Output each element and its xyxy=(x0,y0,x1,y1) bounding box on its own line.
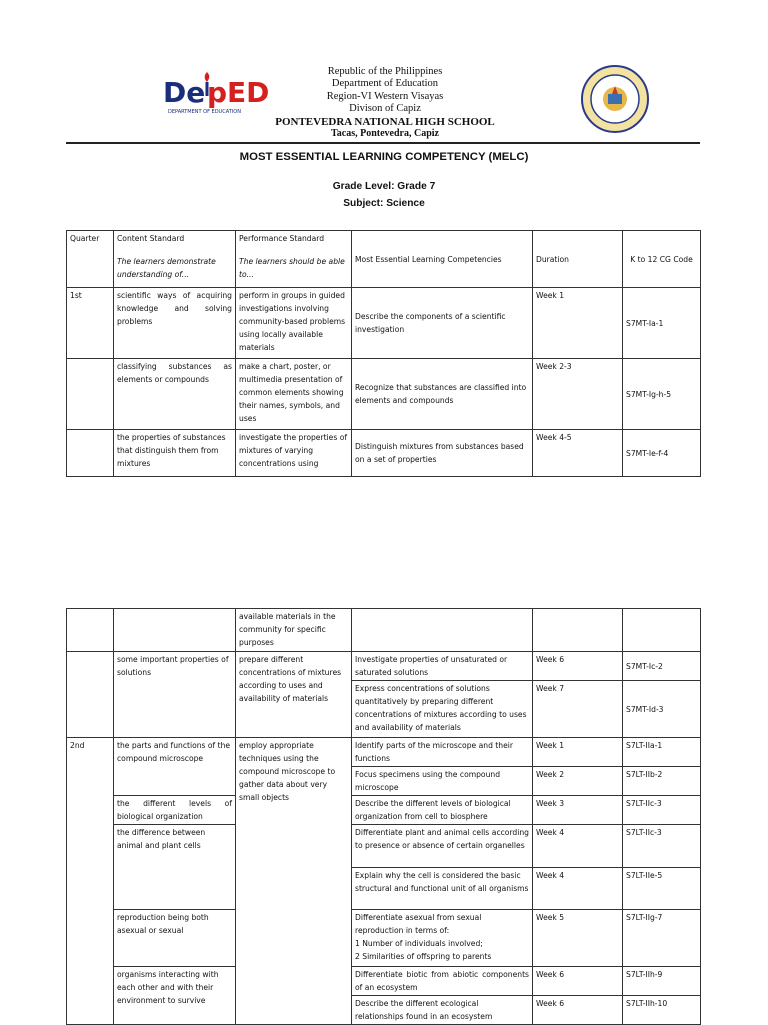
school-name: PONTEVEDRA NATIONAL HIGH SCHOOL xyxy=(275,115,495,128)
svg-text:DEPARTMENT OF EDUCATION: DEPARTMENT OF EDUCATION xyxy=(168,109,241,115)
code-cell: S7LT-IIe-5 xyxy=(623,868,701,910)
content-cell: classifying substances as elements or compounds xyxy=(114,359,236,430)
competency-line: 2 Similarities of offspring to parents xyxy=(355,952,492,961)
competency-cell: Differentiate plant and animal cells according to presence or absence of certain organelles xyxy=(352,825,533,868)
competency-cell: Identify parts of the microscope and their functions xyxy=(352,738,533,767)
code-cell: S7MT-Ic-2 xyxy=(623,652,701,681)
region-line: Region-VI Western Visayas xyxy=(326,90,444,102)
table-row xyxy=(67,359,701,430)
code-cell: S7LT-IIc-3 xyxy=(623,825,701,868)
code-cell: S7MT-Ig-h-5 xyxy=(623,359,701,430)
competency-line: 1 Number of individuals involved; xyxy=(355,939,483,948)
performance-cell: perform in groups in guided investigations involving community-based problems using locally available materials xyxy=(236,288,352,359)
performance-cell: make a chart, poster, or multimedia presentation of common elements showing their names, symbols, and uses xyxy=(236,359,352,430)
grade-level: Grade Level: Grade 7 xyxy=(332,181,436,192)
quarter-cell xyxy=(67,359,114,430)
header-performance-standard xyxy=(236,231,352,288)
table-row xyxy=(67,652,701,681)
duration-cell: Week 3 xyxy=(533,796,623,825)
duration-cell: Week 4 xyxy=(533,825,623,868)
quarter-cell xyxy=(67,609,114,652)
header-quarter: Quarter xyxy=(67,231,114,288)
letterhead xyxy=(230,66,540,140)
table-row xyxy=(67,288,701,359)
duration-cell: Week 4-5 xyxy=(533,430,623,477)
code-cell: S7MT-Ia-1 xyxy=(623,288,701,359)
code-cell xyxy=(623,609,701,652)
competency-line: Differentiate asexual from sexual reproduction in terms of: xyxy=(355,913,482,935)
header-code: K to 12 CG Code xyxy=(623,231,701,288)
competency-cell: Explain why the cell is considered the basic structural and functional unit of all organisms xyxy=(352,868,533,910)
performance-cell: employ appropriate techniques using the compound microscope to gather data about very small objects xyxy=(236,738,352,1025)
competency-cell: Describe the different ecological relationships found in an ecosystem xyxy=(352,996,533,1025)
header-content-standard-label: Content Standard xyxy=(117,234,185,243)
table-row xyxy=(67,738,701,767)
duration-cell: Week 7 xyxy=(533,681,623,738)
duration-cell: Week 6 xyxy=(533,967,623,996)
competency-cell: Express concentrations of solutions quantitatively by preparing different concentrations of mixtures according to uses and availability of materials xyxy=(352,681,533,738)
duration-cell: Week 2 xyxy=(533,767,623,796)
code-cell: S7MT-Id-3 xyxy=(623,681,701,738)
code-cell: S7LT-IIa-1 xyxy=(623,738,701,767)
subject: Subject: Science xyxy=(343,198,425,209)
table-row xyxy=(67,910,701,967)
competency-cell: Differentiate biotic from abiotic components of an ecosystem xyxy=(352,967,533,996)
code-cell: S7LT-IIh-10 xyxy=(623,996,701,1025)
table-row xyxy=(67,825,701,868)
content-cell xyxy=(114,609,236,652)
competency-cell: Describe the different levels of biological organization from cell to biosphere xyxy=(352,796,533,825)
header-performance-standard-note: The learners should be able to... xyxy=(239,257,345,279)
table-row xyxy=(67,796,701,825)
content-cell: the properties of substances that distinguish them from mixtures xyxy=(114,430,236,477)
quarter-cell xyxy=(67,652,114,738)
melc-table-page-1 xyxy=(66,230,701,477)
performance-cell: prepare different concentrations of mixtures according to uses and availability of materials xyxy=(236,652,352,738)
competency-cell xyxy=(352,910,533,967)
code-cell: S7LT-IIg-7 xyxy=(623,910,701,967)
republic-line: Republic of the Philippines xyxy=(327,66,443,77)
table-row xyxy=(67,967,701,996)
content-cell: the different levels of biological organization xyxy=(114,796,236,825)
quarter-cell: 1st xyxy=(67,288,114,359)
duration-cell: Week 1 xyxy=(533,288,623,359)
competency-cell xyxy=(352,609,533,652)
quarter-cell xyxy=(67,430,114,477)
competency-cell: Distinguish mixtures from substances based on a set of properties xyxy=(352,430,533,477)
performance-cell: investigate the properties of mixtures of varying concentrations using xyxy=(236,430,352,477)
content-cell: the difference between animal and plant cells xyxy=(114,825,236,910)
header-competencies: Most Essential Learning Competencies xyxy=(352,231,533,288)
code-cell: S7LT-IIb-2 xyxy=(623,767,701,796)
school-address: Tacas, Pontevedra, Capiz xyxy=(331,128,439,140)
table-header-row xyxy=(67,231,701,288)
quarter-cell: 2nd xyxy=(67,738,114,1025)
header-content-standard xyxy=(114,231,236,288)
content-cell: organisms interacting with each other and with their environment to survive xyxy=(114,967,236,1025)
competency-cell: Recognize that substances are classified into elements and compounds xyxy=(352,359,533,430)
duration-cell xyxy=(533,609,623,652)
content-cell: some important properties of solutions xyxy=(114,652,236,738)
header-content-standard-note: The learners demonstrate understanding of... xyxy=(117,257,216,279)
duration-cell: Week 2-3 xyxy=(533,359,623,430)
competency-cell: Describe the components of a scientific investigation xyxy=(352,288,533,359)
code-cell: S7MT-Ie-f-4 xyxy=(623,430,701,477)
document-title: MOST ESSENTIAL LEARNING COMPETENCY (MELC) xyxy=(239,151,529,163)
content-cell: reproduction being both asexual or sexual xyxy=(114,910,236,967)
competency-cell: Investigate properties of unsaturated or saturated solutions xyxy=(352,652,533,681)
competency-cell: Focus specimens using the compound microscope xyxy=(352,767,533,796)
content-cell: the parts and functions of the compound microscope xyxy=(114,738,236,796)
svg-text:pED: pED xyxy=(207,76,270,109)
duration-cell: Week 6 xyxy=(533,996,623,1025)
svg-text:De: De xyxy=(163,76,206,109)
performance-cell: available materials in the community for specific purposes xyxy=(236,609,352,652)
header-duration: Duration xyxy=(533,231,623,288)
department-line: Department of Education xyxy=(331,78,439,90)
code-cell: S7LT-IIh-9 xyxy=(623,967,701,996)
division-line: Divison of Capiz xyxy=(349,103,421,115)
melc-table-page-2 xyxy=(66,608,701,1025)
duration-cell: Week 6 xyxy=(533,652,623,681)
code-cell: S7LT-IIc-3 xyxy=(623,796,701,825)
duration-cell: Week 4 xyxy=(533,868,623,910)
header-performance-standard-label: Performance Standard xyxy=(239,234,325,243)
table-row xyxy=(67,609,701,652)
header-rule xyxy=(66,142,700,144)
school-seal xyxy=(580,64,650,134)
content-cell: scientific ways of acquiring knowledge and solving problems xyxy=(114,288,236,359)
table-row xyxy=(67,430,701,477)
duration-cell: Week 5 xyxy=(533,910,623,967)
duration-cell: Week 1 xyxy=(533,738,623,767)
